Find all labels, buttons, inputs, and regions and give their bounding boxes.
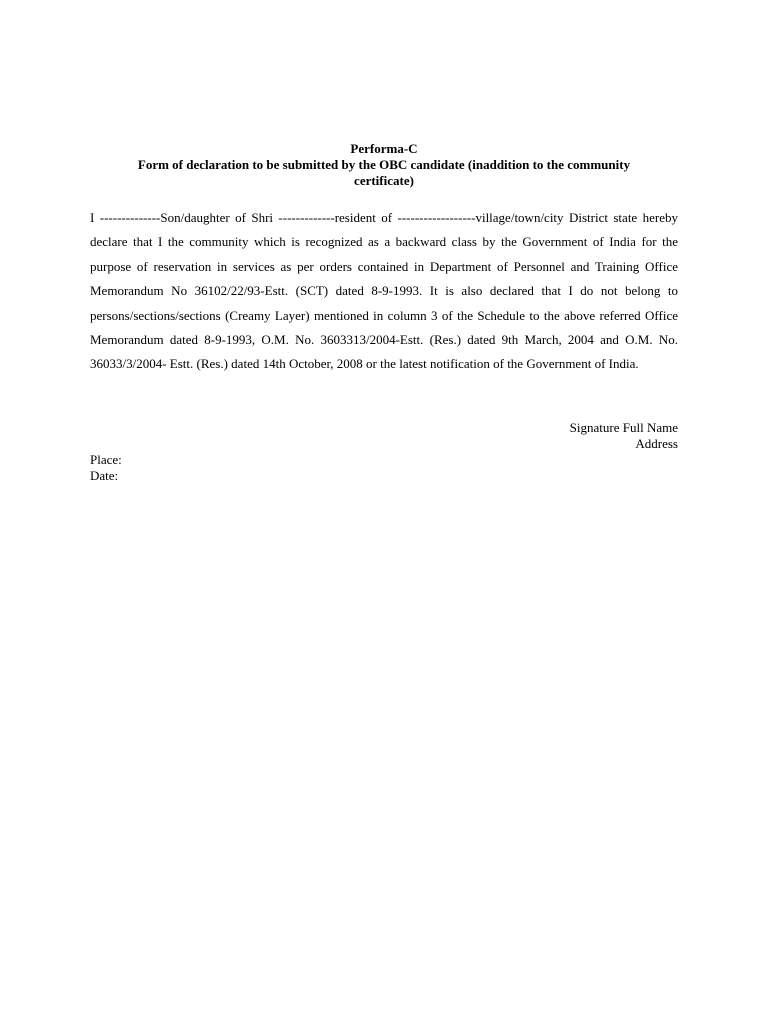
document-subtitle-line-1: Form of declaration to be submitted by the OBC candidate (inaddition to the community (137, 157, 631, 172)
document-heading (90, 141, 678, 189)
address-label: Address (635, 436, 678, 451)
signature-full-name-label: Signature Full Name (569, 420, 678, 435)
place-label: Place: (90, 452, 122, 467)
place-date-block (90, 452, 122, 484)
document-subtitle-line-2: certificate) (354, 173, 414, 188)
signature-block (570, 420, 678, 452)
date-label: Date: (90, 468, 119, 483)
document-title: Performa-C (350, 141, 418, 156)
declaration-paragraph: I --------------Son/daughter of Shri -------------resident of ------------------village/town/city District state hereby declare that I the community which is recognized as a backward class by the Government of India for the purpose of reservation in services as per orders contained in Department of Personnel and Training Office Memorandum No 36102/22/93-Estt. (SCT) dated 8-9-1993. It is also declared that I do not belong to persons/sections/sections (Creamy Layer) mentioned in column 3 of the Schedule to the above referred Office Memorandum dated 8-9-1993, O.M. No. 3603313/2004-Estt. (Res.) dated 9th March, 2004 and O.M. No. 36033/3/2004- Estt. (Res.) dated 14th October, 2008 or the latest notification of the Government of India. (90, 210, 678, 372)
